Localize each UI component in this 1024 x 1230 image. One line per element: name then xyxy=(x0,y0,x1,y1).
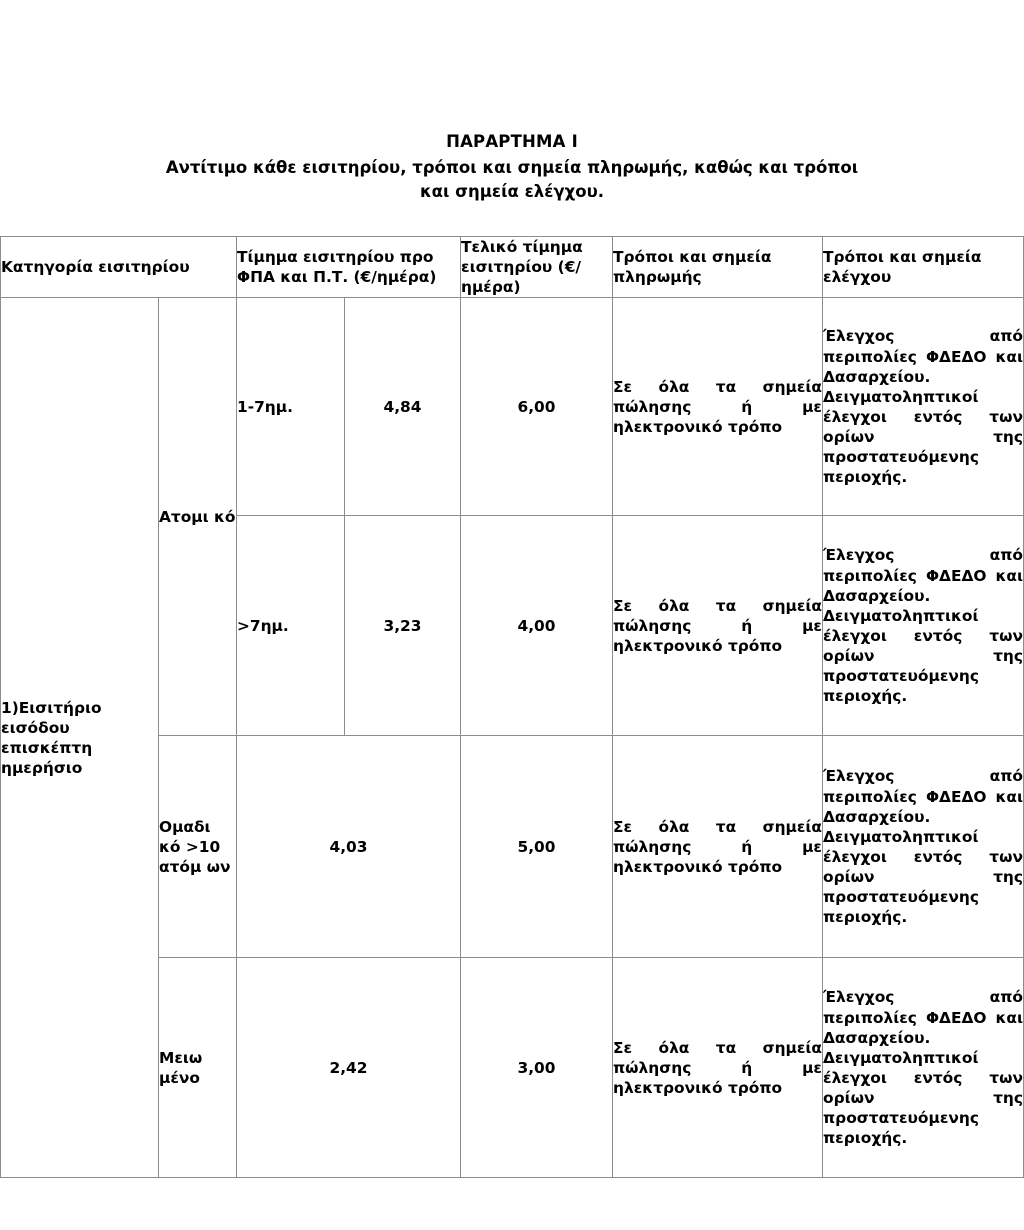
column-header-price-final: Τελικό τίμημα εισιτηρίου (€/ημέρα) xyxy=(461,237,613,298)
table-header-row xyxy=(1,237,1024,298)
cell-subcategory-individual: Ατομι κό xyxy=(159,298,237,736)
table-row xyxy=(1,298,1024,516)
cell-payment-methods: Σε όλα τα σημεία πώλησης ή με ηλεκτρονικό τρόπο xyxy=(613,298,823,516)
cell-subcategory-reduced: Μειω μένο xyxy=(159,958,237,1178)
cell-price-final: 4,00 xyxy=(461,516,613,736)
cell-price-pre-vat: 4,84 xyxy=(345,298,461,516)
column-header-price-pre-vat: Τίμημα εισιτηρίου προ ΦΠΑ και Π.Τ. (€/ημέρα) xyxy=(237,237,461,298)
document-subtitle: Αντίτιμο κάθε εισιτηρίου, τρόποι και σημεία πληρωμής, καθώς και τρόποι και σημεία ελέγχου. xyxy=(165,158,859,202)
cell-price-pre-vat: 4,03 xyxy=(237,736,461,958)
cell-category-ticket-type: 1)Εισιτήριο εισόδου επισκέπτη ημερήσιο xyxy=(1,298,159,1178)
cell-control-methods: Έλεγχος από περιπολίες ΦΔΕΔΟ και Δασαρχείου. Δειγματοληπτικοί έλεγχοι εντός των ορίων της προστατευόμενης περιοχής. xyxy=(823,298,1024,516)
cell-control-methods: Έλεγχος από περιπολίες ΦΔΕΔΟ και Δασαρχείου. Δειγματοληπτικοί έλεγχοι εντός των ορίων της προστατευόμενης περιοχής. xyxy=(823,516,1024,736)
document-header xyxy=(0,131,1024,204)
cell-payment-methods: Σε όλα τα σημεία πώλησης ή με ηλεκτρονικό τρόπο xyxy=(613,736,823,958)
price-table-container xyxy=(0,236,1024,1178)
table-header xyxy=(1,237,1024,298)
cell-duration-over-7-days: >7ημ. xyxy=(237,516,345,736)
cell-control-methods: Έλεγχος από περιπολίες ΦΔΕΔΟ και Δασαρχείου. Δειγματοληπτικοί έλεγχοι εντός των ορίων της προστατευόμενης περιοχής. xyxy=(823,736,1024,958)
table-body xyxy=(1,298,1024,1178)
ticket-price-table xyxy=(0,236,1024,1178)
cell-control-methods: Έλεγχος από περιπολίες ΦΔΕΔΟ και Δασαρχείου. Δειγματοληπτικοί έλεγχοι εντός των ορίων της προστατευόμενης περιοχής. xyxy=(823,958,1024,1178)
column-header-control: Τρόποι και σημεία ελέγχου xyxy=(823,237,1024,298)
cell-duration-1-7-days: 1-7ημ. xyxy=(237,298,345,516)
document-title: ΠΑΡΑΡΤΗΜΑ Ι xyxy=(446,132,578,151)
cell-price-pre-vat: 2,42 xyxy=(237,958,461,1178)
cell-price-final: 3,00 xyxy=(461,958,613,1178)
cell-price-final: 5,00 xyxy=(461,736,613,958)
cell-payment-methods: Σε όλα τα σημεία πώλησης ή με ηλεκτρονικό τρόπο xyxy=(613,516,823,736)
cell-subcategory-group: Ομαδι κό >10 ατόμ ων xyxy=(159,736,237,958)
cell-price-pre-vat: 3,23 xyxy=(345,516,461,736)
column-header-category: Κατηγορία εισιτηρίου xyxy=(1,237,237,298)
cell-price-final: 6,00 xyxy=(461,298,613,516)
column-header-payment: Τρόποι και σημεία πληρωμής xyxy=(613,237,823,298)
cell-payment-methods: Σε όλα τα σημεία πώλησης ή με ηλεκτρονικό τρόπο xyxy=(613,958,823,1178)
